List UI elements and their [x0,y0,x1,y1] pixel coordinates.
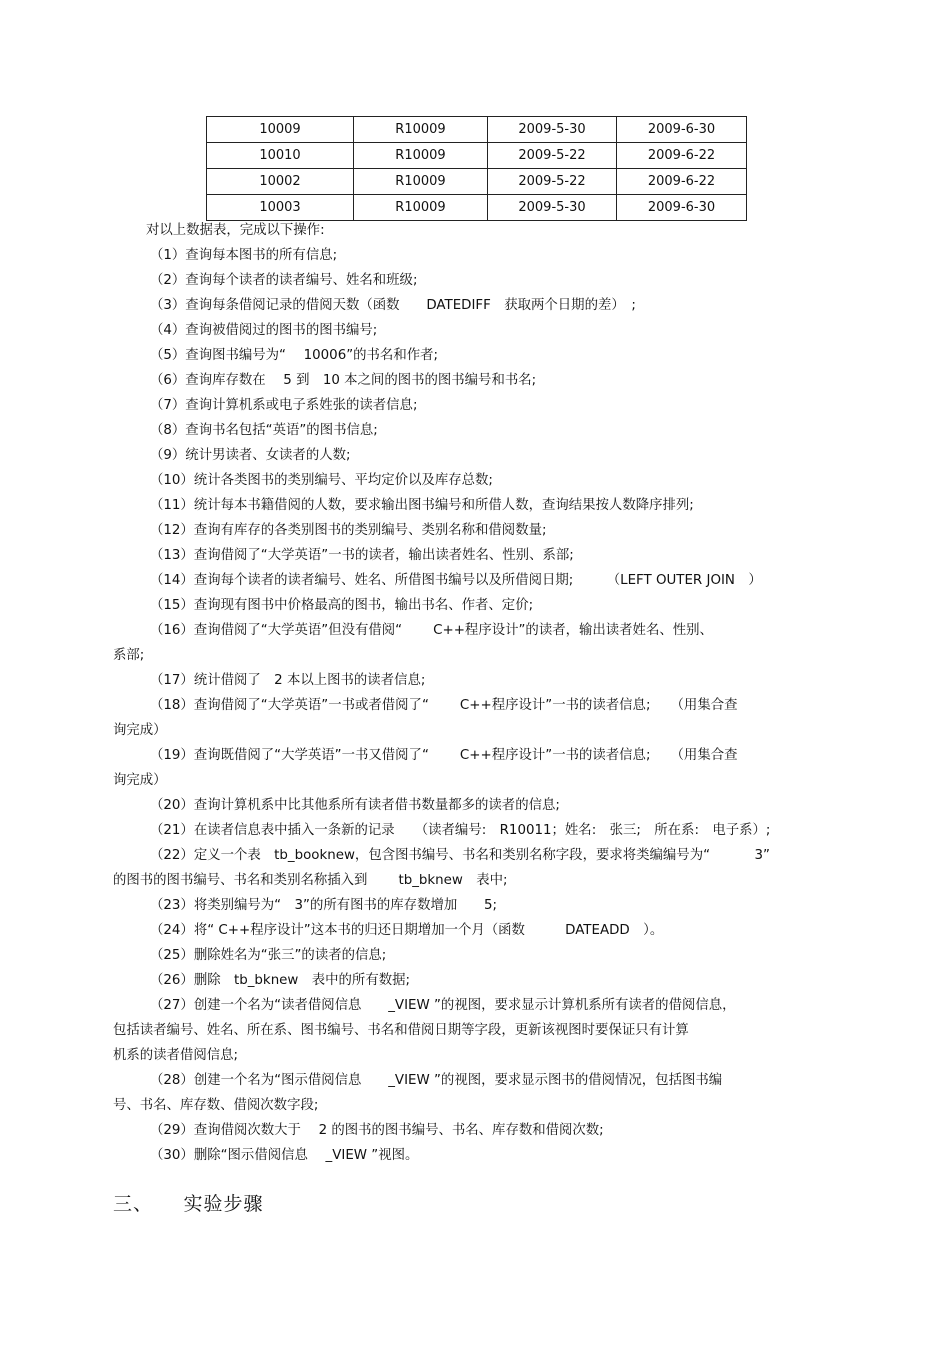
task-item-continuation: 系部; [113,648,145,663]
task-item: （22）定义一个表 tb_booknew，包含图书编号、书名和类别名称字段，要求将类编编号为“ 3” [150,848,770,863]
task-item: （26）删除 tb_bknew 表中的所有数据; [150,973,411,988]
table-cell: 2009-5-22 [488,169,617,195]
task-item: （13）查询借阅了“大学英语”一书的读者，输出读者姓名、性别、系部; [150,548,574,563]
table-cell: 10010 [207,143,354,169]
table-row [207,169,747,195]
table-cell: 2009-5-30 [488,117,617,143]
task-item: （10）统计各类图书的类别编号、平均定价以及库存总数; [150,473,493,488]
table-row [207,143,747,169]
table-cell: 10003 [207,195,354,221]
task-item: （17）统计借阅了 2 本以上图书的读者信息; [150,673,426,688]
task-item: （9）统计男读者、女读者的人数; [150,448,351,463]
borrow-records-table [206,116,747,221]
task-item: （5）查询图书编号为“ 10006”的书名和作者; [150,348,439,363]
task-item: （27）创建一个名为“读者借阅信息 _VIEW ”的视图，要求显示计算机系所有读者的借阅信息， [150,998,736,1013]
task-item: （28）创建一个名为“图示借阅信息 _VIEW ”的视图，要求显示图书的借阅情况，包括图书编 [150,1073,723,1088]
table-cell: 2009-5-30 [488,195,617,221]
task-item-continuation: 机系的读者借阅信息; [113,1048,239,1063]
task-item: （19）查询既借阅了“大学英语”一书又借阅了“ C++程序设计”一书的读者信息; （用集合查 [150,748,738,763]
intro-text: 对以上数据表，完成以下操作: [146,223,325,238]
task-item: （2）查询每个读者的读者编号、姓名和班级; [150,273,418,288]
table-row [207,117,747,143]
task-item-continuation: 号、书名、库存数、借阅次数字段; [113,1098,319,1113]
task-item: （4）查询被借阅过的图书的图书编号; [150,323,378,338]
task-item: （3）查询每条借阅记录的借阅天数（函数 DATEDIFF 获取两个日期的差） ; [150,298,636,313]
task-item: （8）查询书名包括“英语”的图书信息; [150,423,378,438]
task-item: （20）查询计算机系中比其他系所有读者借书数量都多的读者的信息; [150,798,560,813]
task-item: （30）删除“图示借阅信息 _VIEW ”视图。 [150,1148,419,1163]
task-item: （7）查询计算机系或电子系姓张的读者信息; [150,398,418,413]
task-item: （25）删除姓名为“张三”的读者的信息; [150,948,387,963]
task-item: （21）在读者信息表中插入一条新的记录 （读者编号: R10011；姓名: 张三; 所在系: 电子系）; [150,823,771,838]
table-row [207,195,747,221]
task-item: （16）查询借阅了“大学英语”但没有借阅“ C++程序设计”的读者，输出读者姓名、性别、 [150,623,713,638]
task-item-continuation: 的图书的图书编号、书名和类别名称插入到 tb_bknew 表中; [113,873,508,888]
table-cell: 2009-5-22 [488,143,617,169]
table-cell: 2009-6-22 [617,143,747,169]
table-cell: 10009 [207,117,354,143]
task-item-continuation: 包括读者编号、姓名、所在系、图书编号、书名和借阅日期等字段，更新该视图时要保证只有计算 [113,1023,689,1038]
task-item: （14）查询每个读者的读者编号、姓名、所借图书编号以及所借阅日期; （LEFT OUTER JOIN ） [150,573,762,588]
table-cell: 2009-6-30 [617,195,747,221]
table-cell: 2009-6-22 [617,169,747,195]
task-item: （18）查询借阅了“大学英语”一书或者借阅了“ C++程序设计”一书的读者信息; （用集合查 [150,698,738,713]
table-cell: R10009 [354,117,488,143]
section-heading: 三、 实验步骤 [113,1193,264,1215]
table-cell: R10009 [354,143,488,169]
task-item: （6）查询库存数在 5 到 10 本之间的图书的图书编号和书名; [150,373,537,388]
task-item: （24）将“ C++程序设计”这本书的归还日期增加一个月（函数 DATEADD ）。 [150,923,664,938]
table-cell: 10002 [207,169,354,195]
task-item: （29）查询借阅次数大于 2 的图书的图书编号、书名、库存数和借阅次数; [150,1123,604,1138]
table-cell: 2009-6-30 [617,117,747,143]
table-cell: R10009 [354,169,488,195]
task-item: （15）查询现有图书中价格最高的图书，输出书名、作者、定价; [150,598,534,613]
task-item: （23）将类别编号为“ 3”的所有图书的库存数增加 5; [150,898,498,913]
table-cell: R10009 [354,195,488,221]
task-item: （1）查询每本图书的所有信息; [150,248,338,263]
task-item-continuation: 询完成） [113,723,167,738]
task-item-continuation: 询完成） [113,773,167,788]
task-item: （11）统计每本书籍借阅的人数，要求输出图书编号和所借人数，查询结果按人数降序排列; [150,498,694,513]
task-item: （12）查询有库存的各类别图书的类别编号、类别名称和借阅数量; [150,523,547,538]
